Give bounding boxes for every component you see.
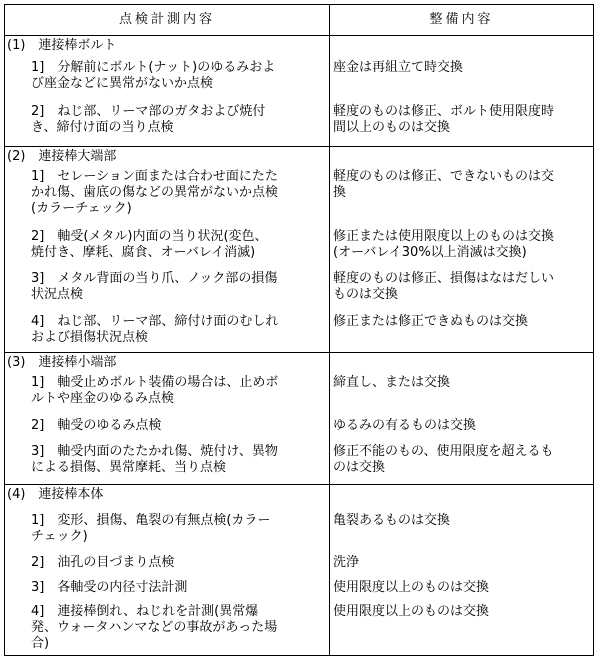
action-item: 締直し、または交換 (333, 375, 451, 390)
action-item: 修正不能のもの、使用限度を超えるも のは交換 (333, 444, 554, 475)
action-item: 修正または修正できぬものは交換 (333, 314, 529, 329)
check-item: 2] 油孔の目づまり点検 (31, 555, 175, 570)
table-header (5, 5, 593, 36)
action-item: 使用限度以上のものは交換 (333, 580, 490, 595)
action-item: 軽度のものは修正、できないものは交 換 (333, 169, 555, 200)
section-big-end (5, 146, 593, 353)
action-item: 軽度のものは修正、損傷はなはだしい ものは交換 (333, 271, 555, 302)
section-title: (4) 連接棒本体 (7, 487, 104, 502)
check-item: 4] ねじ部、リーマ部、締付け面のむしれ および損傷状況点検 (31, 314, 279, 345)
check-item: 1] 変形、損傷、亀裂の有無点検(カラー チェック) (31, 513, 271, 544)
action-item: 軽度のものは修正、ボルト使用限度時 間以上のものは交換 (333, 104, 555, 135)
header-inspection-content: 点検計測内容 (118, 12, 215, 27)
action-item: 修正または使用限度以上のものは交換 (オーバレイ30%以上消滅は交換) (333, 229, 555, 260)
check-item: 4] 連接棒倒れ、ねじれを計測(異常爆 発、ウォータハンマなどの事故があった場 合) (31, 604, 278, 651)
header-maintenance-content: 整備内容 (429, 12, 494, 27)
check-item: 2] ねじ部、リーマ部のガタおよび焼付 き、締付け面の当り点検 (31, 104, 266, 135)
section-title: (2) 連接棒大端部 (7, 149, 117, 164)
section-title: (3) 連接棒小端部 (7, 355, 117, 370)
section-small-end (5, 352, 593, 485)
action-item: 座金は再組立て時交換 (333, 60, 464, 75)
action-item: 使用限度以上のものは交換 (333, 604, 490, 619)
check-item: 1] 分解前にボルト(ナット)のゆるみおよ び座金などに異常がないか点検 (31, 60, 276, 91)
action-item: 亀裂あるものは交換 (333, 513, 451, 528)
action-item: 洗浄 (333, 555, 360, 570)
section-rod-body (5, 484, 593, 656)
check-item: 2] 軸受のゆるみ点検 (31, 418, 162, 433)
inspection-table (4, 4, 594, 656)
action-item: ゆるみの有るものは交換 (333, 418, 477, 433)
section-connecting-rod-bolt (5, 36, 593, 146)
check-item: 3] 各軸受の内径寸法計測 (31, 580, 188, 595)
check-item: 1] 軸受止めボルト装備の場合は、止めボ ルトや座金のゆるみ点検 (31, 375, 279, 406)
check-item: 2] 軸受(メタル)内面の当り状況(変色、 焼付き、摩耗、腐食、オーバレイ消滅) (31, 229, 268, 260)
check-item: 3] メタル背面の当り爪、ノック部の損傷 状況点検 (31, 271, 278, 302)
check-item: 1] セレーション面または合わせ面にたた かれ傷、歯底の傷などの異常がないか点検 (カラーチェック) (31, 169, 279, 216)
check-item: 3] 軸受内面のたたかれ傷、焼付け、異物 による損傷、異常摩耗、当り点検 (31, 444, 278, 475)
section-title: (1) 連接棒ボルト (7, 38, 117, 53)
